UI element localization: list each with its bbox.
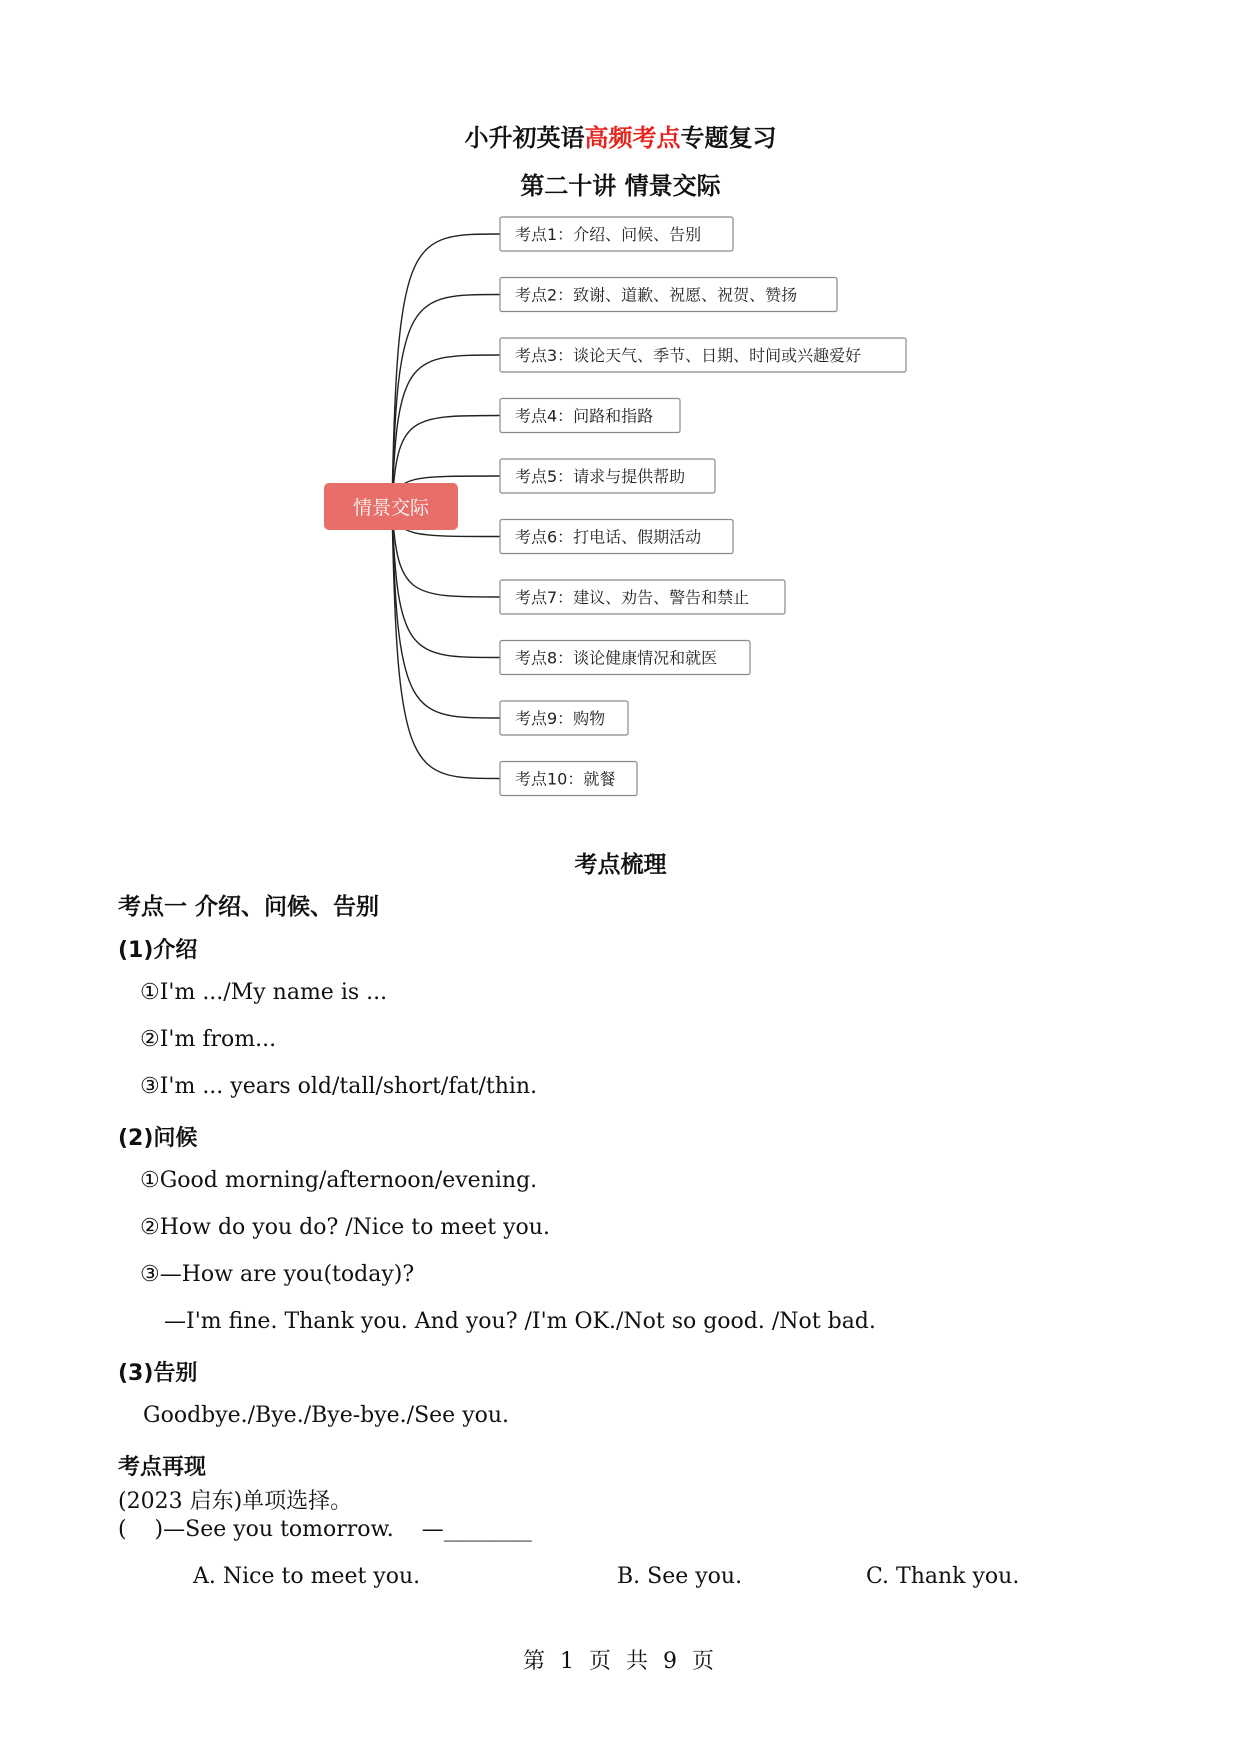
mind-map-node-label: 考点9：购物	[515, 709, 606, 728]
section-title: 考点梳理	[574, 852, 667, 878]
greeting-item-2: ②How do you do? /Nice to meet you.	[140, 1215, 550, 1240]
title-part-3: 专题复习	[680, 124, 777, 152]
title-highlight: 高频考点	[584, 124, 681, 152]
mind-map-connector	[392, 295, 500, 507]
page-footer: 第 1 页 共 9 页	[523, 1649, 718, 1674]
option-b: B. See you.	[617, 1564, 743, 1589]
practice-source: (2023 启东)单项选择。	[118, 1489, 353, 1514]
mind-map-node-label: 考点5：请求与提供帮助	[515, 467, 686, 486]
intro-item-1: ①I'm .../My name is ...	[140, 980, 388, 1005]
title-part-1: 小升初英语	[464, 124, 585, 152]
intro-item-3: ③I'm ... years old/tall/short/fat/thin.	[140, 1074, 538, 1099]
mind-map-node-label: 考点3：谈论天气、季节、日期、时间或兴趣爱好	[515, 346, 862, 365]
greeting-heading: (2)问候	[118, 1126, 198, 1151]
document-title	[0, 118, 1241, 153]
mind-map-connector	[392, 234, 500, 506]
greeting-reply: —I'm fine. Thank you. And you? /I'm OK./Not so good. /Not bad.	[164, 1309, 876, 1334]
option-a: A. Nice to meet you.	[193, 1564, 421, 1589]
mind-map-node-label: 考点2：致谢、道歉、祝愿、祝贺、赞扬	[515, 285, 798, 305]
mind-map-node-label: 考点7：建议、劝告、警告和禁止	[515, 588, 750, 607]
farewell-text: Goodbye./Bye./Bye-bye./See you.	[143, 1403, 510, 1428]
mind-map-node-label: 考点4：问路和指路	[515, 406, 654, 426]
practice-question: ( )—See you tomorrow. —________	[118, 1517, 532, 1542]
mind-map-node-label: 考点10：就餐	[515, 769, 616, 789]
option-c: C. Thank you.	[866, 1564, 1020, 1589]
practice-heading: 考点再现	[118, 1455, 207, 1480]
mind-map-node-label: 考点6：打电话、假期活动	[515, 527, 702, 547]
lecture-subtitle: 第二十讲 情景交际	[520, 172, 721, 200]
mind-map-center	[324, 483, 458, 530]
greeting-item-1: ①Good morning/afternoon/evening.	[140, 1168, 538, 1193]
mind-map-node-label: 考点8：谈论健康情况和就医	[515, 648, 718, 668]
mind-map-node-label: 考点1：介绍、问候、告别	[515, 225, 702, 244]
greeting-item-3: ③—How are you(today)?	[140, 1262, 415, 1287]
intro-heading: (1)介绍	[118, 938, 198, 963]
point1-title: 考点一 介绍、问候、告别	[118, 894, 380, 920]
farewell-heading: (3)告别	[118, 1361, 198, 1386]
mind-map-connector	[392, 506, 500, 718]
intro-item-2: ②I'm from...	[140, 1027, 277, 1052]
mind-map-connector	[392, 506, 500, 779]
mind-map	[0, 210, 1241, 810]
mind-map-center-label: 情景交际	[352, 497, 430, 519]
mind-map-nodes	[500, 217, 906, 796]
